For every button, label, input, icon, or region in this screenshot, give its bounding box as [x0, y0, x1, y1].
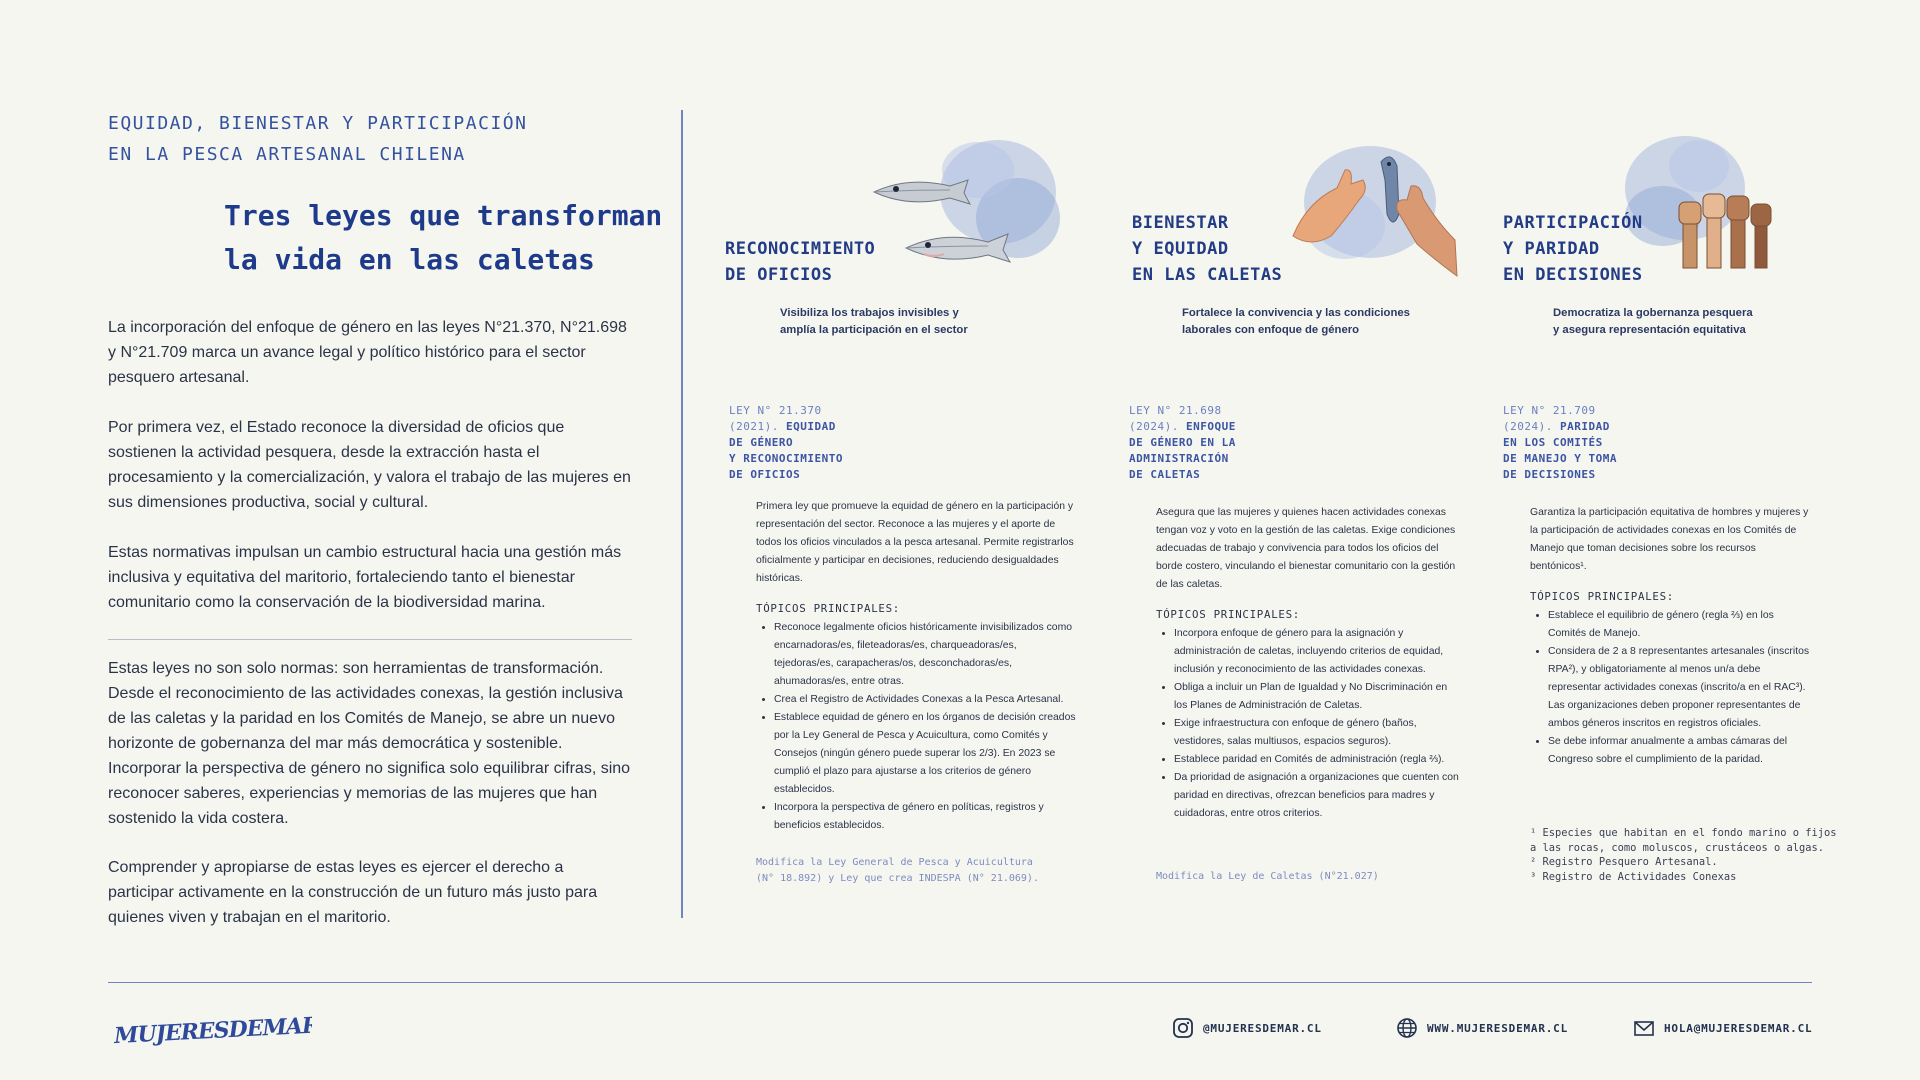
column-1-subtitle-line: amplía la participación en el sector [780, 323, 968, 336]
law-line [729, 451, 843, 467]
column-2-subtitle-line: Fortalece la convivencia y las condiciones [1182, 307, 1410, 319]
intro-divider [108, 639, 632, 640]
list-item: • Reconoce legalmente oficios históricamente invisibilizados como encarnadoras/es, fileteadoras/es, charqueadoras/es, tejedoras/es, carapacheras/os, desconchadoras/es, ahumadoras/es, entre otras. [774, 619, 1076, 691]
column-3-topics-list [1530, 607, 1812, 769]
column-separator [681, 110, 683, 918]
column-2-subtitle [1182, 305, 1410, 338]
law-line [729, 403, 843, 419]
law-bold: DE GÉNERO EN LA [1129, 436, 1236, 449]
website-contact[interactable] [1396, 1017, 1568, 1039]
column-3-law [1503, 403, 1617, 483]
law-line [1503, 435, 1617, 451]
law-bold: DE MANEJO Y TOMA [1503, 452, 1617, 465]
column-2-title-line: EN LAS CALETAS [1132, 265, 1283, 285]
instagram-handle: @MUJERESDEMAR.CL [1203, 1021, 1322, 1035]
column-3-title-line: EN DECISIONES [1503, 265, 1643, 285]
list-item: • Incorpora la perspectiva de género en políticas, registros y beneficios establecidos. [774, 799, 1076, 835]
column-3-topics-heading: TÓPICOS PRINCIPALES: [1530, 590, 1675, 603]
list-item: • Considera de 2 a 8 representantes artesanales (inscritos RPA²), y obligatoriamente al menos un/a debe representar actividades conexas (inscrito/a en el RAC³). Las organizaciones deben proponer representantes de ambos géneros inscritos en registros oficiales. [1548, 643, 1812, 733]
footnote-line: ³ Registro de Actividades Conexas [1530, 870, 1737, 883]
intro-text-3: Estas normativas impulsan un cambio estructural hacia una gestión más inclusiva y equitativa del maritorio, fortaleciendo tanto el bienestar comunitario como la conservación de la biodiversidad marina. [108, 544, 622, 611]
email-address: HOLA@MUJERESDEMAR.CL [1664, 1021, 1813, 1035]
law-line [729, 467, 843, 483]
logo-text: MUJERESDEMAR [113, 1012, 312, 1048]
law-line [729, 435, 843, 451]
law-bold: DE DECISIONES [1503, 468, 1596, 481]
column-1-modifies [756, 855, 1039, 887]
law-text: LEY N° 21.698 [1129, 404, 1222, 417]
hands-fish-illustration-icon [1285, 140, 1465, 280]
column-1-description: Primera ley que promueve la equidad de género en la participación y representación del sector. Reconoce a las mujeres y el aporte de todos los oficios vinculados a la pesca artesanal. Permite registrarlos oficialmente y participar en decisiones, reduciendo desigualdades históricas. [756, 501, 1074, 584]
law-bold: EQUIDAD [785, 420, 836, 433]
instagram-icon [1172, 1017, 1194, 1039]
column-2-body [1156, 504, 1460, 823]
column-3-footnotes [1530, 826, 1837, 884]
law-line [1503, 467, 1617, 483]
header-kicker [108, 108, 527, 170]
modifies-line: Modifica la Ley General de Pesca y Acuicultura [756, 857, 1033, 868]
column-1-topics-heading: TÓPICOS PRINCIPALES: [756, 602, 901, 615]
column-2-law [1129, 403, 1236, 483]
footnote-line: ² Registro Pesquero Artesanal. [1530, 856, 1718, 868]
column-1-title-line: DE OFICIOS [725, 265, 833, 285]
column-3-subtitle-line: y asegura representación equitativa [1553, 323, 1746, 336]
intro-paragraph-2 [108, 415, 633, 515]
law-bold: EN LOS COMITÉS [1503, 436, 1603, 449]
intro-text-1: La incorporación del enfoque de género en las leyes N°21.370, N°21.698 y N°21.709 marca un avance legal y político histórico para el sector pesquero artesanal. [108, 319, 627, 386]
column-2-title-line: BIENESTAR [1132, 213, 1229, 233]
law-line [1503, 419, 1617, 435]
mail-icon [1633, 1017, 1655, 1039]
law-bold: ADMINISTRACIÓN [1129, 452, 1229, 465]
fish-illustration-icon [868, 130, 1068, 290]
list-item: • Crea el Registro de Actividades Conexas a la Pesca Artesanal. [774, 691, 1076, 709]
intro-text-2: Por primera vez, el Estado reconoce la diversidad de oficios que sostienen la actividad pesquera, desde la extracción hasta el procesamiento y la comercialización, y valora el trabajo de las mujeres en sus dimensiones productiva, social y cultural. [108, 419, 631, 511]
instagram-contact[interactable] [1172, 1017, 1322, 1039]
email-contact[interactable] [1633, 1017, 1812, 1039]
kicker-line-1: EQUIDAD, BIENESTAR Y PARTICIPACIÓN [108, 113, 528, 134]
law-line [1503, 451, 1617, 467]
law-bold: ENFOQUE [1185, 420, 1236, 433]
column-2-topics-list [1156, 625, 1460, 823]
intro-paragraph-5 [108, 855, 633, 930]
kicker-line-2: EN LA PESCA ARTESANAL CHILENA [108, 144, 466, 165]
column-3-description: Garantiza la participación equitativa de hombres y mujeres y la participación de actividades conexas en los Comités de Manejo que toman decisiones sobre los recursos bentónicos¹. [1530, 507, 1809, 572]
column-2-title-line: Y EQUIDAD [1132, 239, 1229, 259]
intro-paragraph-1 [108, 315, 633, 390]
website-url: WWW.MUJERESDEMAR.CL [1427, 1021, 1569, 1035]
column-3-subtitle [1553, 305, 1753, 338]
law-line [1129, 467, 1236, 483]
column-3-title [1503, 210, 1643, 288]
footer-divider [108, 982, 1812, 983]
law-text: LEY N° 21.370 [729, 404, 822, 417]
column-3-subtitle-line: Democratiza la gobernanza pesquera [1553, 307, 1753, 319]
list-item: • Establece el equilibrio de género (regla ⅔) en los Comités de Manejo. [1548, 607, 1812, 643]
list-item: • Se debe informar anualmente a ambas cámaras del Congreso sobre el cumplimiento de la paridad. [1548, 733, 1812, 769]
law-line [1129, 419, 1236, 435]
list-item: • Da prioridad de asignación a organizaciones que cuenten con paridad en directivas, ofrezcan beneficios para madres y cuidadoras, entre otros criterios. [1174, 769, 1460, 823]
law-line [1503, 403, 1617, 419]
brand-logo[interactable] [112, 1010, 312, 1053]
column-1-law [729, 403, 843, 483]
column-1-subtitle-line: Visibiliza los trabajos invisibles y [780, 307, 959, 319]
column-1-topics-list [756, 619, 1076, 835]
column-3-body [1530, 504, 1812, 769]
law-bold: DE CALETAS [1129, 468, 1201, 481]
intro-text-4: Estas leyes no son solo normas: son herramientas de transformación. Desde el reconocimiento de las actividades conexas, la gestión inclusiva de las caletas y la paridad en los Comités de Manejo, se abre un nuevo horizonte de gobernanza del mar más democrática y sostenible. Incorporar la perspectiva de género no significa solo equilibrar cifras, sino reconocer saberes, experiencias y memorias de las mujeres que han sostenido la vida costera. [108, 660, 631, 827]
globe-icon [1396, 1017, 1418, 1039]
column-1-title-line: RECONOCIMIENTO [725, 239, 876, 259]
column-3-title-line: PARTICIPACIÓN [1503, 213, 1643, 233]
modifies-line: Modifica la Ley de Caletas (N°21.027) [1156, 871, 1379, 882]
intro-text-5: Comprender y apropiarse de estas leyes es ejercer el derecho a participar activamente en la construcción de un futuro más justo para quienes viven y trabajan en el maritorio. [108, 859, 598, 926]
intro-paragraph-4 [108, 656, 633, 831]
intro-paragraph-3 [108, 540, 633, 615]
law-line [729, 419, 843, 435]
column-2-modifies [1156, 869, 1379, 885]
law-line [1129, 435, 1236, 451]
column-2-topics-heading: TÓPICOS PRINCIPALES: [1156, 608, 1301, 621]
column-1-title [725, 236, 875, 288]
law-line [1129, 403, 1236, 419]
law-line [1129, 451, 1236, 467]
list-item: • Exige infraestructura con enfoque de género (baños, vestidores, salas multiusos, espacios seguros). [1174, 715, 1460, 751]
logo-wordmark [112, 1010, 312, 1048]
list-item: • Obliga a incluir un Plan de Igualdad y No Discriminación en los Planes de Administración de Caletas. [1174, 679, 1460, 715]
footnote-line: ¹ Especies que habitan en el fondo marino o fijos [1530, 827, 1837, 839]
law-bold: Y RECONOCIMIENTO [729, 452, 843, 465]
modifies-line: (N° 18.892) y Ley que crea INDESPA (N° 21.069). [756, 873, 1039, 884]
law-bold: DE OFICIOS [729, 468, 801, 481]
column-2-subtitle-line: laborales con enfoque de género [1182, 323, 1360, 336]
list-item: • Incorpora enfoque de género para la asignación y administración de caletas, incluyendo criterios de equidad, inclusión y reconocimiento de las actividades conexas. [1174, 625, 1460, 679]
column-2-description: Asegura que las mujeres y quienes hacen actividades conexas tengan voz y voto en la gestión de las caletas. Exige condiciones adecuadas de trabajo y convivencia para todos los oficios del borde costero, vinculando el bienestar comunitario con la gestión de las caletas. [1156, 507, 1456, 590]
column-2-title [1132, 210, 1282, 288]
column-3-title-line: Y PARIDAD [1503, 239, 1600, 259]
list-item: • Establece equidad de género en los órganos de decisión creados por la Ley General de Pesca y Acuicultura, como Comités y Consejos (ningún género puede superar los 2/3). En 2023 se cumplió el plazo para ajustarse a los criterios de género establecidos. [774, 709, 1076, 799]
law-text: LEY N° 21.709 [1503, 404, 1596, 417]
page-title [224, 194, 662, 282]
law-bold: PARIDAD [1559, 420, 1610, 433]
law-text: (2024). [1503, 420, 1560, 433]
column-1-body [756, 498, 1076, 835]
page-title-line-1: Tres leyes que transforman [224, 199, 663, 232]
list-item: • Establece paridad en Comités de administración (regla ⅔). [1174, 751, 1460, 769]
law-text: (2024). [1129, 420, 1186, 433]
law-text: (2021). [729, 420, 786, 433]
column-1-subtitle [780, 305, 968, 338]
footnote-line: a las rocas, como moluscos, crustáceos o algas. [1530, 841, 1825, 854]
law-bold: DE GÉNERO [729, 436, 794, 449]
page-title-line-2: la vida en las caletas [224, 243, 595, 276]
